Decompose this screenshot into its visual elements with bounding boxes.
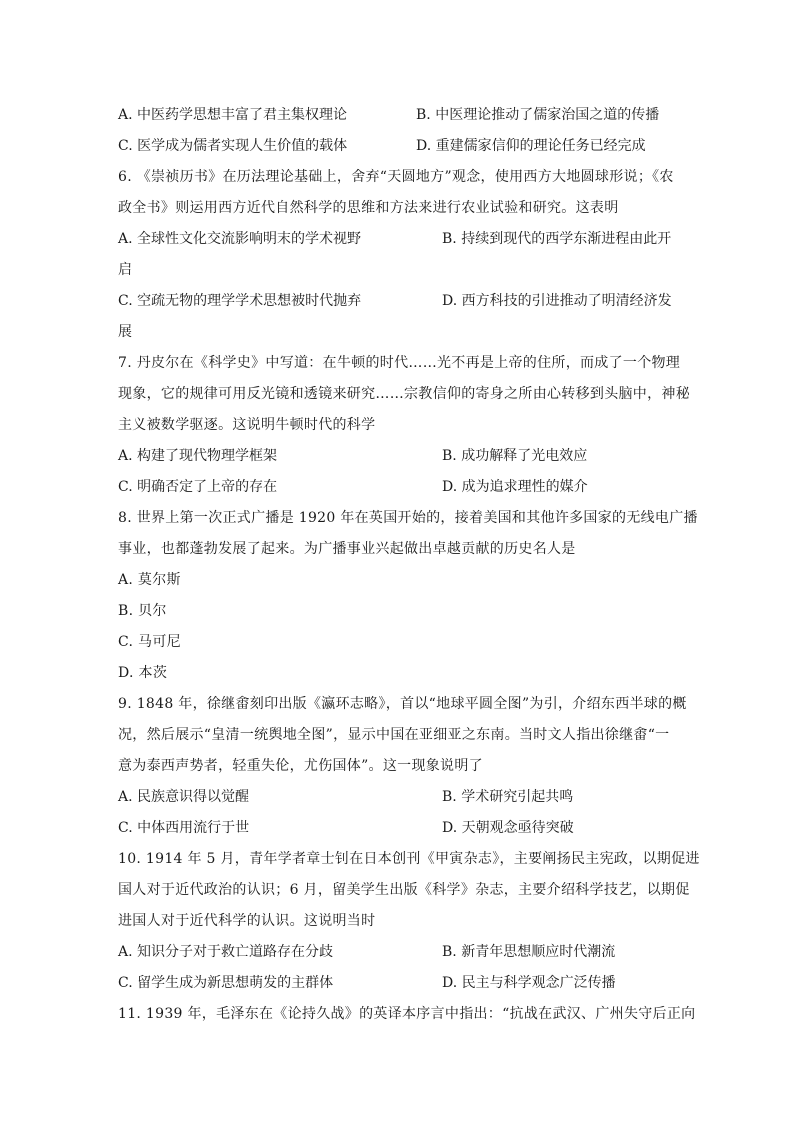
q5-option-a[interactable]: A. 中医药学思想丰富了君主集权理论 xyxy=(118,107,348,123)
q7-stem-line-3: 主义被数学驱逐。这说明牛顿时代的科学 xyxy=(118,417,376,433)
q8-option-b[interactable]: B. 贝尔 xyxy=(118,603,167,619)
q10-option-c[interactable]: C. 留学生成为新思想萌发的主群体 xyxy=(118,975,334,991)
q7-option-d[interactable]: D. 成为追求理性的媒介 xyxy=(442,479,588,495)
q5-option-d[interactable]: D. 重建儒家信仰的理论任务已经完成 xyxy=(416,138,646,154)
q7-option-c[interactable]: C. 明确否定了上帝的存在 xyxy=(118,479,278,495)
q6-option-a[interactable]: A. 全球性文化交流影响明末的学术视野 xyxy=(118,231,362,247)
q9-options-row-1 xyxy=(118,782,678,813)
q10-options-row-2 xyxy=(118,968,678,999)
q9-option-b[interactable]: B. 学术研究引起共鸣 xyxy=(442,789,574,805)
q9-options-row-2 xyxy=(118,813,678,844)
q10-options-row-1 xyxy=(118,937,678,968)
q8-option-d[interactable]: D. 本茨 xyxy=(118,665,168,681)
q9-stem-line-3: 意为泰西声势者，轻重失伦，尤伤国体”。这一现象说明了 xyxy=(118,758,483,774)
q7-options-row-2 xyxy=(118,472,678,503)
q5-option-c[interactable]: C. 医学成为儒者实现人生价值的载体 xyxy=(118,138,348,154)
q8-option-a[interactable]: A. 莫尔斯 xyxy=(118,572,181,588)
q7-option-a[interactable]: A. 构建了现代物理学框架 xyxy=(118,448,278,464)
q6-option-b[interactable]: B. 持续到现代的西学东渐进程由此开 xyxy=(442,231,672,247)
q10-option-b[interactable]: B. 新青年思想顺应时代潮流 xyxy=(442,944,616,960)
q9-option-c[interactable]: C. 中体西用流行于世 xyxy=(118,820,250,836)
q10-stem-line-2: 国人对于近代政治的认识；6 月，留美学生出版《科学》杂志，主要介绍科学技艺，以期促 xyxy=(118,882,690,898)
q7-stem-line-1: 7. 丹皮尔在《科学史》中写道：在牛顿的时代……光不再是上帝的住所，而成了一个物理 xyxy=(118,355,681,371)
q11-stem-line-1: 11. 1939 年，毛泽东在《论持久战》的英译本序言中指出：“抗战在武汉、广州失守后正向 xyxy=(118,1006,696,1022)
q6-option-c[interactable]: C. 空疏无物的理学学术思想被时代抛弃 xyxy=(118,293,362,309)
q5-options-row-1 xyxy=(118,100,678,131)
q6-option-d-continuation: 展 xyxy=(118,324,132,340)
q7-option-b[interactable]: B. 成功解释了光电效应 xyxy=(442,448,588,464)
q10-stem-line-3: 进国人对于近代科学的认识。这说明当时 xyxy=(118,913,376,929)
q10-option-d[interactable]: D. 民主与科学观念广泛传播 xyxy=(442,975,616,991)
q9-stem-line-2: 况，然后展示“皇清一统舆地全图”，显示中国在亚细亚之东南。当时文人指出徐继畬“一 xyxy=(118,727,670,743)
q7-stem-line-2: 现象，它的规律可用反光镜和透镜来研究……宗教信仰的寄身之所由心转移到头脑中，神秘 xyxy=(118,386,690,402)
q6-options-row-1 xyxy=(118,224,678,255)
q8-option-c[interactable]: C. 马可尼 xyxy=(118,634,181,650)
q10-option-a[interactable]: A. 知识分子对于救亡道路存在分歧 xyxy=(118,944,334,960)
q9-option-a[interactable]: A. 民族意识得以觉醒 xyxy=(118,789,250,805)
q6-options-row-2 xyxy=(118,286,678,317)
exam-page xyxy=(118,100,700,1030)
q8-stem-line-1: 8. 世界上第一次正式广播是 1920 年在英国开始的，接着美国和其他许多国家的无线电广播 xyxy=(118,510,698,526)
q5-options-row-2 xyxy=(118,131,678,162)
q8-stem-line-2: 事业，也都蓬勃发展了起来。为广播事业兴起做出卓越贡献的历史名人是 xyxy=(118,541,576,557)
q9-option-d[interactable]: D. 天朝观念亟待突破 xyxy=(442,820,574,836)
q9-stem-line-1: 9. 1848 年，徐继畬刻印出版《瀛环志略》，首以“地球平圆全图”为引，介绍东西半球的概 xyxy=(118,696,687,712)
q6-stem-line-2: 政全书》则运用西方近代自然科学的思维和方法来进行农业试验和研究。这表明 xyxy=(118,200,619,216)
q6-option-b-continuation: 启 xyxy=(118,262,132,278)
q5-option-b[interactable]: B. 中医理论推动了儒家治国之道的传播 xyxy=(416,107,660,123)
q10-stem-line-1: 10. 1914 年 5 月，青年学者章士钊在日本创刊《甲寅杂志》，主要阐扬民主宪政，以期促进 xyxy=(118,851,700,867)
q6-option-d[interactable]: D. 西方科技的引进推动了明清经济发 xyxy=(442,293,672,309)
q6-stem-line-1: 6. 《崇祯历书》在历法理论基础上，舍弃“天圆地方”观念，使用西方大地圆球形说；《农 xyxy=(118,169,674,185)
q7-options-row-1 xyxy=(118,441,678,472)
